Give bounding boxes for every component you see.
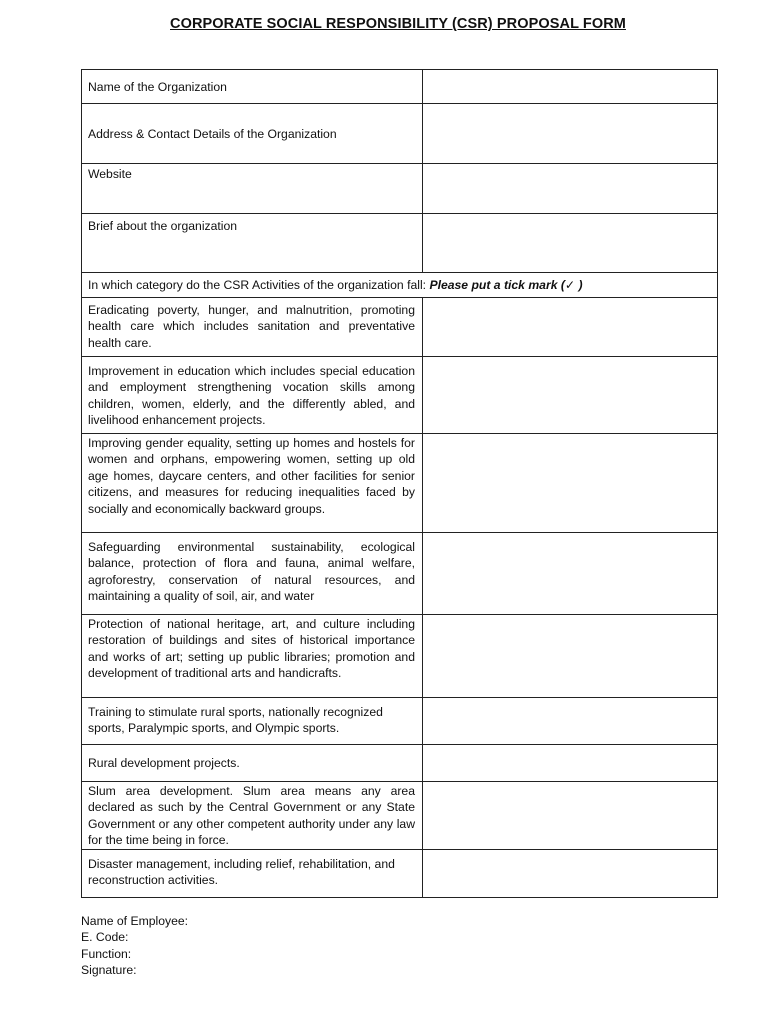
org-website-label-text: Website bbox=[88, 167, 132, 181]
category-prompt-row bbox=[82, 273, 718, 298]
function-label: Function: bbox=[81, 946, 132, 961]
activity-tick-cell[interactable] bbox=[423, 615, 718, 698]
activity-label-text: Rural development projects. bbox=[88, 756, 240, 770]
org-brief-label bbox=[82, 214, 423, 273]
activity-row bbox=[82, 615, 718, 698]
activity-tick-cell[interactable] bbox=[423, 849, 718, 897]
employee-details bbox=[81, 913, 188, 979]
activity-tick-cell[interactable] bbox=[423, 782, 718, 850]
activity-label-text: Disaster management, including relief, rehabilitation, and reconstruction activities. bbox=[88, 856, 395, 888]
activity-row bbox=[82, 298, 718, 357]
activity-label bbox=[82, 615, 423, 698]
org-name-row bbox=[82, 70, 718, 104]
org-address-label-text: Address & Contact Details of the Organization bbox=[88, 127, 337, 141]
org-address-label bbox=[82, 104, 423, 164]
tick-instruction: Please put a tick mark (✓ ) bbox=[429, 278, 583, 292]
page-title: CORPORATE SOCIAL RESPONSIBILITY (CSR) PROPOSAL FORM bbox=[170, 16, 626, 32]
activity-tick-cell[interactable] bbox=[423, 745, 718, 782]
org-brief-label-text: Brief about the organization bbox=[88, 219, 238, 233]
activity-label bbox=[82, 698, 423, 745]
activity-row bbox=[82, 357, 718, 434]
activity-label bbox=[82, 357, 423, 434]
org-name-label-text: Name of the Organization bbox=[88, 80, 227, 94]
employee-name-label: Name of Employee: bbox=[81, 914, 189, 928]
category-question: In which category do the CSR Activities of the organization fall: bbox=[88, 278, 427, 292]
activity-row bbox=[82, 782, 718, 850]
activity-tick-cell[interactable] bbox=[423, 357, 718, 434]
activity-row bbox=[82, 745, 718, 782]
activity-tick-cell[interactable] bbox=[423, 698, 718, 745]
activity-row bbox=[82, 698, 718, 745]
employee-code-label: E. Code: bbox=[81, 930, 129, 945]
activity-label-text: Protection of national heritage, art, and culture including restoration of buildings and sites of historical importance and works of art; setting up public libraries; promotion and development of traditional arts and handicrafts. bbox=[88, 617, 415, 681]
csr-proposal-table bbox=[81, 69, 718, 898]
org-address-row bbox=[82, 104, 718, 164]
org-website-label bbox=[82, 164, 423, 214]
org-address-field[interactable] bbox=[423, 104, 718, 164]
category-prompt-text bbox=[82, 273, 717, 293]
activity-row bbox=[82, 849, 718, 897]
activity-label bbox=[82, 745, 423, 782]
activity-label bbox=[82, 849, 423, 897]
org-brief-field[interactable] bbox=[423, 214, 718, 273]
activity-label-text: Eradicating poverty, hunger, and malnutrition, promoting health care which includes sanitation and preventative health care. bbox=[88, 303, 415, 350]
org-brief-row bbox=[82, 214, 718, 273]
org-name-field[interactable] bbox=[423, 70, 718, 104]
activity-tick-cell[interactable] bbox=[423, 434, 718, 533]
signature-label: Signature: bbox=[81, 963, 137, 978]
activity-label bbox=[82, 533, 423, 615]
activity-tick-cell[interactable] bbox=[423, 533, 718, 615]
activity-row bbox=[82, 533, 718, 615]
activity-label-text: Improving gender equality, setting up homes and hostels for women and orphans, empowering women, setting up old age homes, daycare centers, and other facilities for senior citizens, and measures for reducing inequalities faced by socially and economically backward groups. bbox=[88, 436, 415, 516]
activity-label bbox=[82, 782, 423, 850]
activity-label-text: Safeguarding environmental sustainability, ecological balance, protection of flora and fauna, animal welfare, agroforestry, conservation of natural resources, and maintaining a quality of soil, air, and water bbox=[88, 540, 415, 604]
activity-tick-cell[interactable] bbox=[423, 298, 718, 357]
activity-row bbox=[82, 434, 718, 533]
activity-label-text: Slum area development. Slum area means any area declared as such by the Central Government or any State Government or any other competent authority under any law for the time being in force. bbox=[88, 784, 415, 848]
org-name-label bbox=[82, 70, 423, 104]
category-prompt bbox=[82, 273, 718, 298]
activity-label-text: Improvement in education which includes special education and employment strengthening vocation skills among children, women, elderly, and the differently abled, and livelihood enhancement projects. bbox=[88, 364, 415, 428]
activity-label-text: Training to stimulate rural sports, nationally recognized sports, Paralympic sports, and Olympic sports. bbox=[88, 705, 383, 736]
org-website-row bbox=[82, 164, 718, 214]
org-website-field[interactable] bbox=[423, 164, 718, 214]
activity-label bbox=[82, 298, 423, 357]
activity-label bbox=[82, 434, 423, 533]
